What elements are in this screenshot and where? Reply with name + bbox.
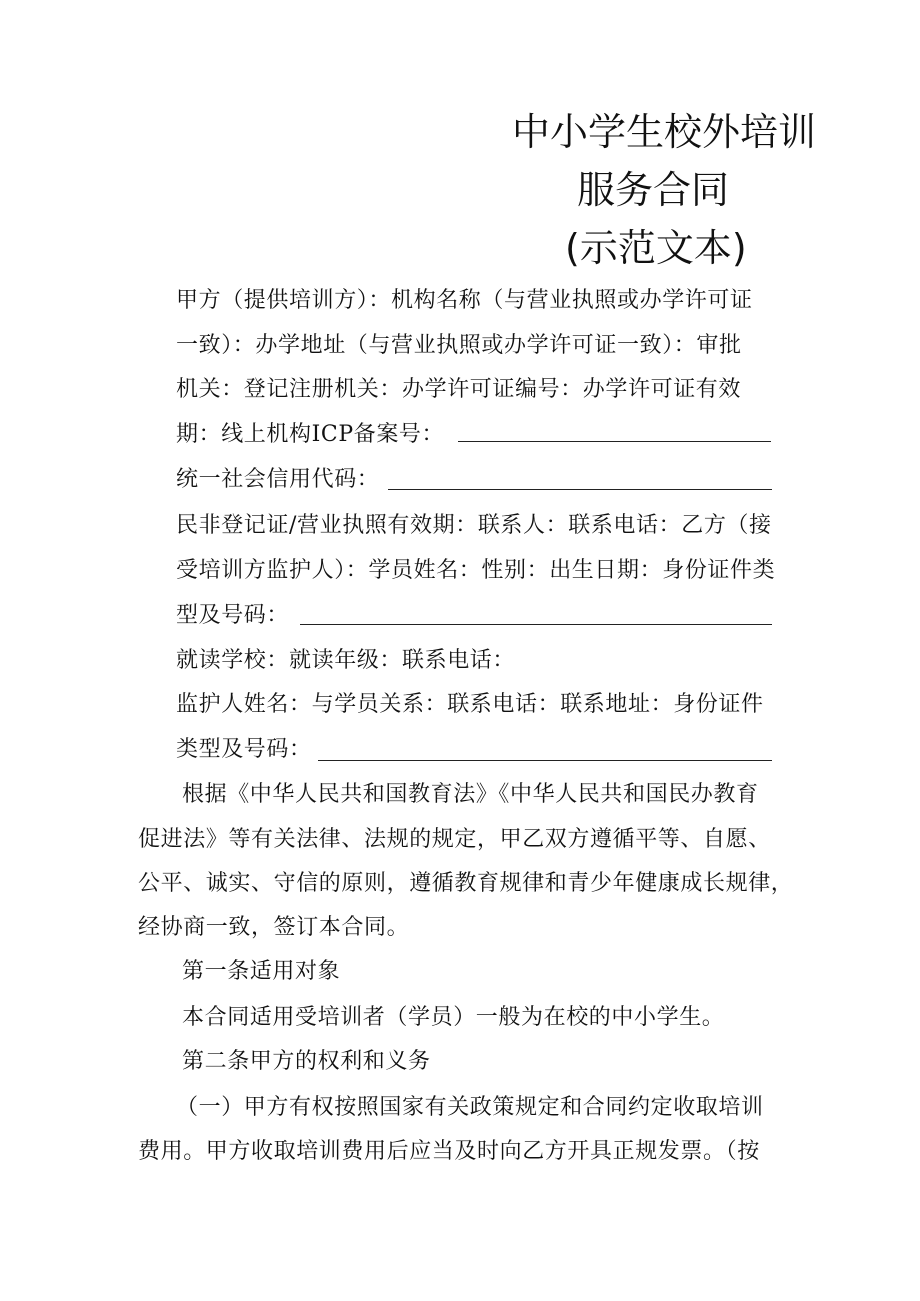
party-info-line: 受培训方监护人）：学员姓名：性别：出生日期：身份证件类: [176, 558, 776, 583]
party-info-line: 就读学校：就读年级：联系电话：: [176, 648, 516, 673]
icp-number-blank: [458, 441, 771, 442]
party-info-line: 甲方（提供培训方）：机构名称（与营业执照或办学许可证: [176, 288, 753, 313]
article-heading: 第二条甲方的权利和义务: [182, 1049, 431, 1074]
party-info-line: 期：线上机构ICP备案号：: [176, 422, 445, 447]
title-line-3: (示范文本): [565, 226, 747, 270]
article-body: 本合同适用受培训者（学员）一般为在校的中小学生。: [182, 1005, 725, 1030]
guardian-id-blank: [318, 760, 772, 761]
title-line-1: 中小学生校外培训: [512, 110, 817, 154]
party-info-line: 机关：登记注册机关：办学许可证编号：办学许可证有效: [176, 377, 742, 402]
credit-code-blank: [388, 489, 772, 490]
article-body: （一）甲方有权按照国家有关政策规定和合同约定收取培训: [176, 1095, 764, 1120]
party-info-line: 民非登记证/营业执照有效期：联系人：联系电话：乙方（接: [176, 513, 772, 538]
title-line-2: 服务合同: [577, 168, 730, 212]
preamble-line: 经协商一致，签订本合同。: [138, 915, 410, 940]
preamble-line: 促进法》等有关法律、法规的规定，甲乙双方遵循平等、自愿、: [138, 827, 771, 852]
party-info-line: 类型及号码：: [176, 737, 312, 762]
student-id-blank: [300, 624, 772, 625]
article-heading: 第一条适用对象: [182, 959, 341, 984]
preamble-line: 公平、诚实、守信的原则，遵循教育规律和青少年健康成长规律，: [138, 871, 794, 896]
party-info-line: 型及号码：: [176, 603, 290, 628]
party-info-line: 统一社会信用代码：: [176, 467, 380, 492]
party-info-line: 监护人姓名：与学员关系：联系电话：联系地址：身份证件: [176, 692, 764, 717]
preamble-line: 根据《中华人民共和国教育法》《中华人民共和国民办教育: [182, 782, 759, 807]
article-body: 费用。甲方收取培训费用后应当及时向乙方开具正规发票。（按: [138, 1139, 760, 1164]
party-info-line: 一致）：办学地址（与营业执照或办学许可证一致）：审批: [176, 333, 742, 358]
